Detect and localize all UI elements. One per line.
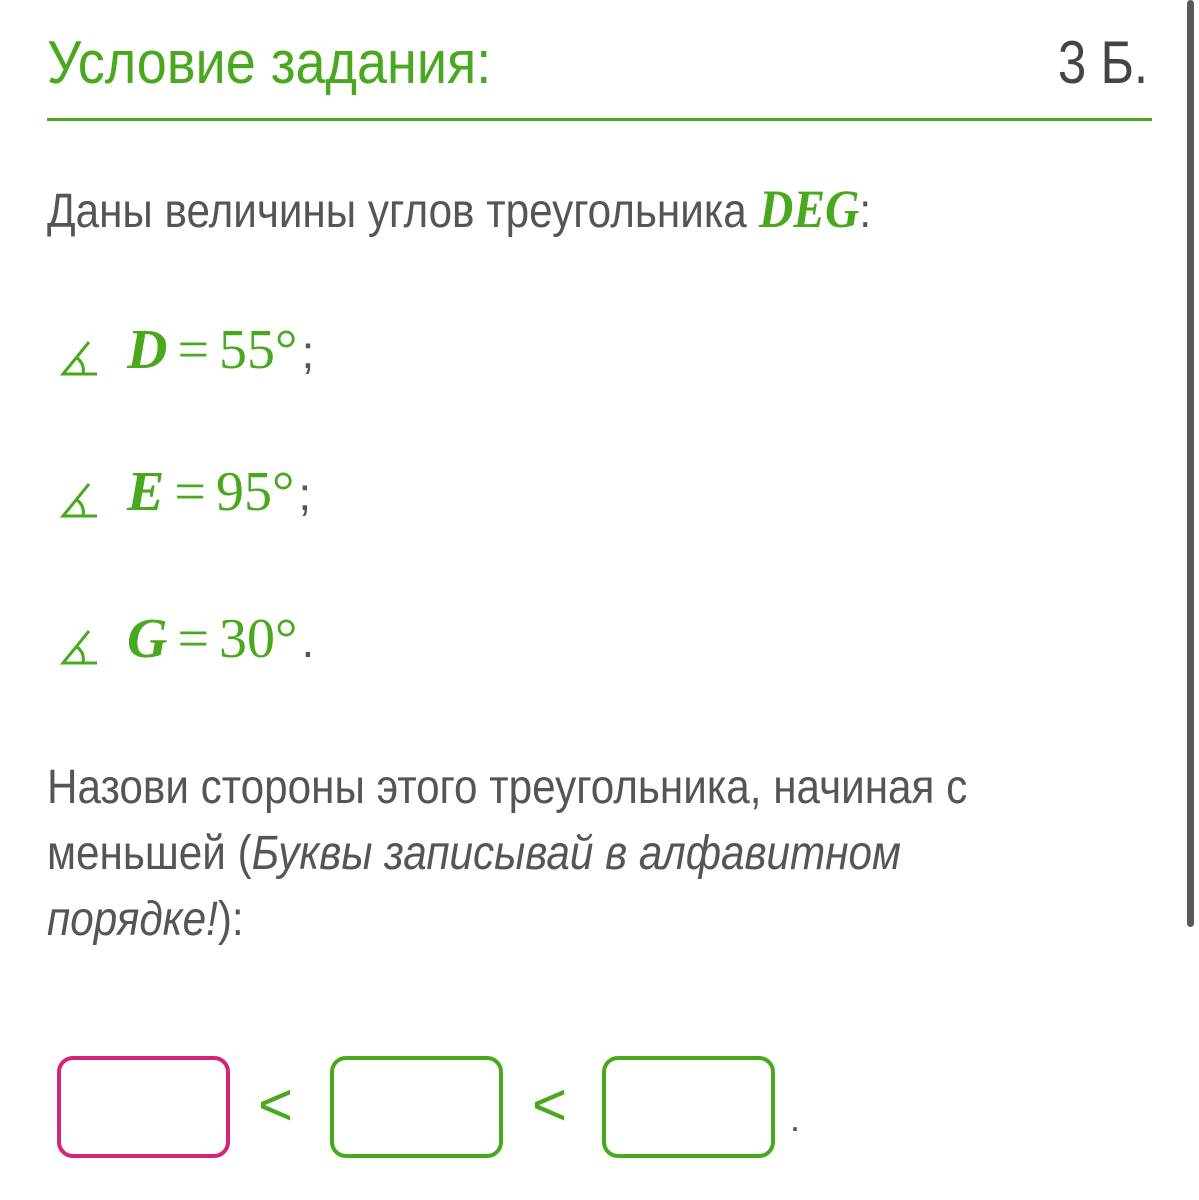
equals-sign: = xyxy=(177,608,210,670)
task-hint: Буквы записывай в алфавитном порядке! xyxy=(47,827,901,946)
intro-text: Даны величины углов треугольника xyxy=(47,185,747,238)
vertical-scrollbar[interactable] xyxy=(1187,0,1194,927)
angle-punct: . xyxy=(301,615,315,667)
equals-sign: = xyxy=(174,461,206,523)
less-than-sign: < xyxy=(532,1071,568,1138)
angle-icon xyxy=(57,625,101,669)
task-title: Условие задания: xyxy=(47,29,492,96)
task-points: 3 Б. xyxy=(1057,29,1148,96)
angle-line-g xyxy=(57,607,314,671)
task-text: Назови стороны этого треугольника, начиная с меньшей ( xyxy=(47,761,968,880)
angle-expression xyxy=(127,318,297,382)
angle-value: 30° xyxy=(219,608,298,670)
less-than-sign: < xyxy=(258,1071,294,1138)
angle-value: 55° xyxy=(219,319,298,381)
answer-end-dot: . xyxy=(790,1098,801,1139)
angle-vertex: D xyxy=(127,319,168,381)
angle-expression xyxy=(127,607,297,671)
angle-punct: ; xyxy=(298,468,312,520)
angle-icon xyxy=(57,478,101,522)
task-header xyxy=(47,22,1152,121)
answer-input-3[interactable] xyxy=(602,1056,775,1158)
answer-input-1[interactable] xyxy=(57,1056,230,1158)
triangle-name: DEG xyxy=(759,179,860,239)
angle-icon xyxy=(57,336,101,380)
task-intro xyxy=(47,178,871,240)
angle-vertex: G xyxy=(127,608,168,670)
equals-sign: = xyxy=(177,319,210,381)
task-question xyxy=(47,755,1167,953)
angle-line-e xyxy=(57,460,311,524)
angle-value: 95° xyxy=(215,461,295,523)
intro-colon: : xyxy=(859,185,872,238)
angle-vertex: E xyxy=(127,461,165,523)
angle-line-d xyxy=(57,318,314,382)
angle-expression xyxy=(127,460,294,524)
angle-punct: ; xyxy=(301,326,315,378)
answer-input-2[interactable] xyxy=(330,1056,503,1158)
task-text-end: ): xyxy=(217,893,244,946)
